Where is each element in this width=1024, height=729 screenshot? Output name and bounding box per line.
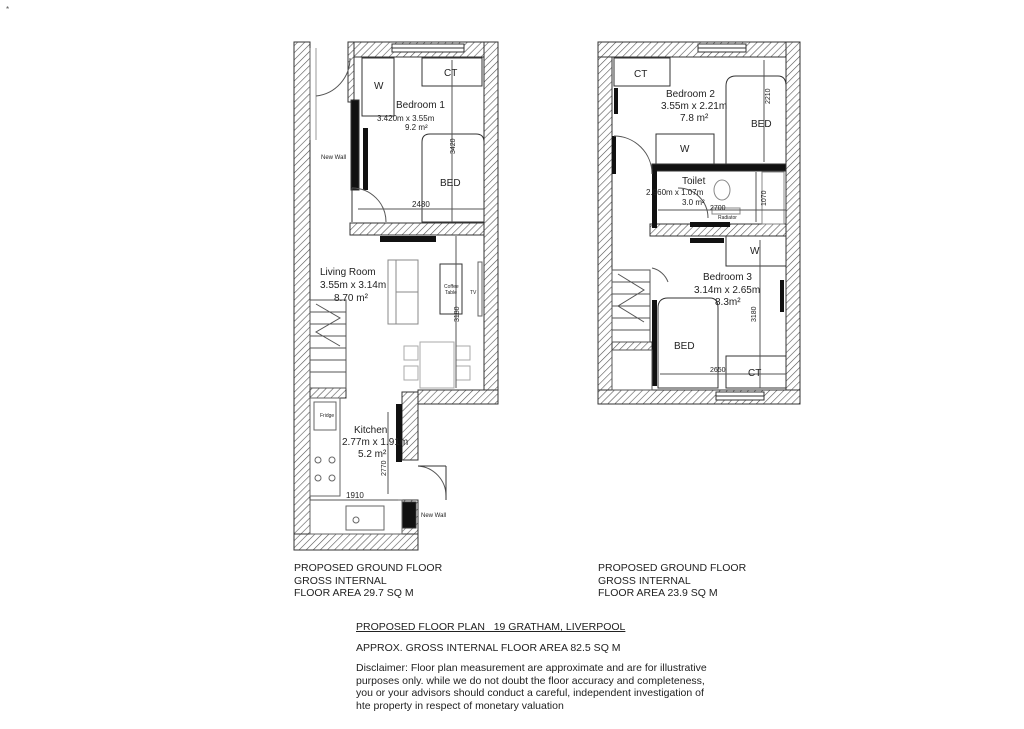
ff-ct2-label: CT: [748, 368, 762, 379]
gf-dining-set: [404, 342, 470, 388]
ff-wall-bottom: [598, 390, 800, 404]
ff-bed2-label: BED: [674, 341, 695, 352]
ff-w1-label: W: [680, 144, 690, 155]
gf-fridge-label: Fridge: [320, 413, 335, 419]
gf-new-wall-bedroom: [351, 100, 359, 190]
ff-dim-2700: 2700: [710, 205, 726, 212]
gf-kitchen-area: 5.2 m²: [358, 449, 387, 460]
ff-bedroom2-name: Bedroom 2: [666, 89, 715, 100]
ff-w2-label: W: [750, 246, 760, 257]
gf-dim-3420: 3420: [450, 138, 457, 154]
gf-caption-line-3: FLOOR AREA 29.7 SQ M: [294, 587, 414, 599]
gf-living-dims: 3.55m x 3.14m: [320, 280, 387, 291]
gf-dim-2770: 2770: [381, 460, 388, 476]
ff-caption-line-2: GROSS INTERNAL: [598, 574, 691, 587]
ff-new-wall-bedroom2: [652, 164, 786, 171]
gf-bedroom1-name: Bedroom 1: [396, 100, 445, 111]
gf-stairs: [310, 300, 346, 388]
ground-floor-caption: [294, 562, 442, 600]
ff-wall-right: [786, 42, 800, 404]
gf-bed-label: BED: [440, 178, 461, 189]
gf-bedroom1-dims: 3.420m x 3.55m: [377, 114, 435, 123]
gf-coffee-label-2: Table: [445, 290, 457, 296]
gf-wall-step: [418, 390, 498, 404]
gf-new-wall-label-1: New Wall: [321, 155, 347, 161]
ff-toilet-dims: 2.960m x 1.07m: [646, 188, 704, 197]
gf-new-wall-kitchen: [402, 502, 416, 528]
ff-bedroom3-name: Bedroom 3: [703, 272, 752, 283]
ff-radiator-label: Radiator: [718, 215, 737, 221]
gf-wall-left: [294, 42, 310, 550]
ff-toilet-area: 3.0 m²: [682, 198, 705, 207]
first-floor-caption: [598, 562, 746, 600]
gf-dim-3180: 3180: [454, 306, 461, 322]
gf-dim-1910: 1910: [346, 491, 364, 500]
gf-ct-label: CT: [444, 68, 458, 79]
ff-dim-2210: 2210: [765, 88, 772, 104]
ff-bedroom3-area: 8.3m²: [715, 297, 741, 308]
gf-new-wall-label-2: New Wall: [421, 513, 447, 519]
gf-wall-bedroom-living: [350, 223, 484, 235]
gf-wall-living-kitchen: [310, 388, 346, 398]
ff-wall-stair-top: [612, 342, 652, 350]
ff-stairs: [612, 270, 652, 390]
gf-w-label: W: [374, 81, 384, 92]
gf-caption-line-2: GROSS INTERNAL: [294, 574, 387, 587]
gf-coffee-label-1: Coffee: [444, 284, 459, 290]
gf-sofa: [388, 260, 418, 324]
ff-dim-3180: 3180: [751, 306, 758, 322]
gf-bedroom1-area: 9.2 m²: [405, 123, 428, 132]
gf-wall-kitchen-right: [402, 392, 418, 460]
ff-caption-line-1: PROPOSED GROUND FLOOR: [598, 562, 747, 574]
gf-kitchen-name: Kitchen: [354, 425, 388, 436]
gf-caption-line-1: PROPOSED GROUND FLOOR: [294, 562, 443, 574]
ff-dim-2650: 2650: [710, 367, 726, 374]
gf-wall-bedroom-left: [348, 42, 354, 102]
ff-bedroom2-dims: 3.55m x 2.21m: [661, 101, 728, 112]
disclaimer: Disclaimer: Floor plan measurement are approximate and are for illustrative purposes only. while we do not doubt the floor accuracy and completeness, you or your advisors should conduct a careful, independent investigation of hte property in respect of monetary valuation: [356, 662, 707, 712]
ff-wall-left: [598, 42, 612, 404]
gf-wall-bottom: [294, 534, 418, 550]
gf-dim-2480: 2480: [412, 200, 430, 209]
ff-ct1-label: CT: [634, 69, 648, 80]
gf-wall-right-upper: [484, 42, 498, 404]
corner-mark: *: [6, 5, 10, 14]
gf-living-area: 8.70 m²: [334, 293, 368, 304]
plan-title: PROPOSED FLOOR PLAN 19 GRATHAM, LIVERPOOL: [356, 621, 626, 633]
ff-bedroom3-dims: 3.14m x 2.65m: [694, 285, 761, 296]
gf-tv-label: TV: [470, 290, 477, 296]
total-area: APPROX. GROSS INTERNAL FLOOR AREA 82.5 SQ M: [356, 642, 621, 654]
ff-bed1-label: BED: [751, 119, 772, 130]
ff-dim-1070: 1070: [761, 190, 768, 206]
ff-toilet-name: Toilet: [682, 176, 706, 187]
gf-tv: [478, 262, 482, 316]
ff-caption-line-3: FLOOR AREA 23.9 SQ M: [598, 587, 718, 599]
ff-bedroom2-area: 7.8 m²: [680, 113, 709, 124]
gf-kitchen-dims: 2.77m x 1.91m: [342, 437, 409, 448]
gf-living-name: Living Room: [320, 267, 376, 278]
